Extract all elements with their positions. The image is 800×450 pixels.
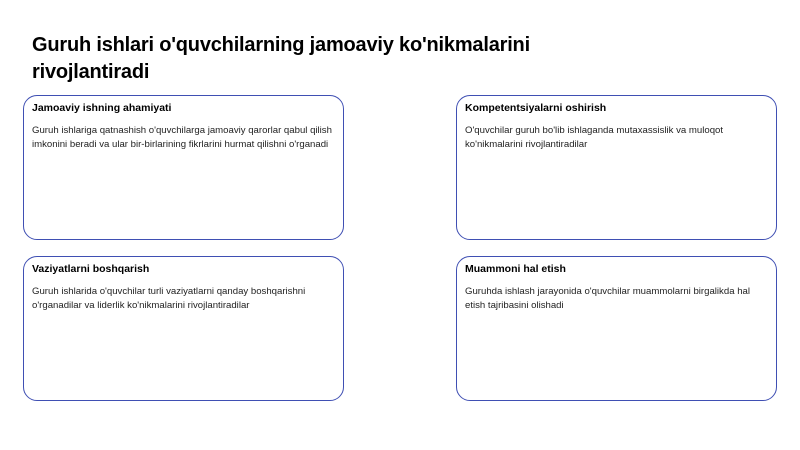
card-text: Guruh ishlarida o'quvchilar turli vaziyatlarni qanday boshqarishni o'rganadilar va liderlik ko'nikmalarini rivojlantiradilar bbox=[32, 286, 306, 311]
card-title: Jamoaviy ishning ahamiyati bbox=[32, 102, 172, 114]
card-title: Kompetentsiyalarni oshirish bbox=[465, 102, 607, 114]
card-text: Guruhda ishlash jarayonida o'quvchilar muammolarni birgalikda hal etish tajribasini olishadi bbox=[465, 286, 750, 311]
card-muammoni-hal-etish bbox=[456, 256, 777, 401]
card-jamoaviy-ishning-ahamiyati bbox=[23, 95, 344, 240]
card-title: Vaziyatlarni boshqarish bbox=[32, 263, 150, 275]
slide-title: Guruh ishlari o'quvchilarning jamoaviy ko'nikmalarini rivojlantiradi bbox=[32, 34, 530, 83]
card-title: Muammoni hal etish bbox=[465, 263, 566, 275]
card-text: O'quvchilar guruh bo'lib ishlaganda mutaxassislik va muloqot ko'nikmalarini rivojlantiradilar bbox=[465, 125, 724, 150]
card-text: Guruh ishlariga qatnashish o'quvchilarga jamoaviy qarorlar qabul qilish imkonini beradi va ular bir-birlarining fikrlarini hurmat qilishni o'rganadi bbox=[32, 125, 332, 150]
card-vaziyatlarni-boshqarish bbox=[23, 256, 344, 401]
card-kompetentsiyalarni-oshirish bbox=[456, 95, 777, 240]
